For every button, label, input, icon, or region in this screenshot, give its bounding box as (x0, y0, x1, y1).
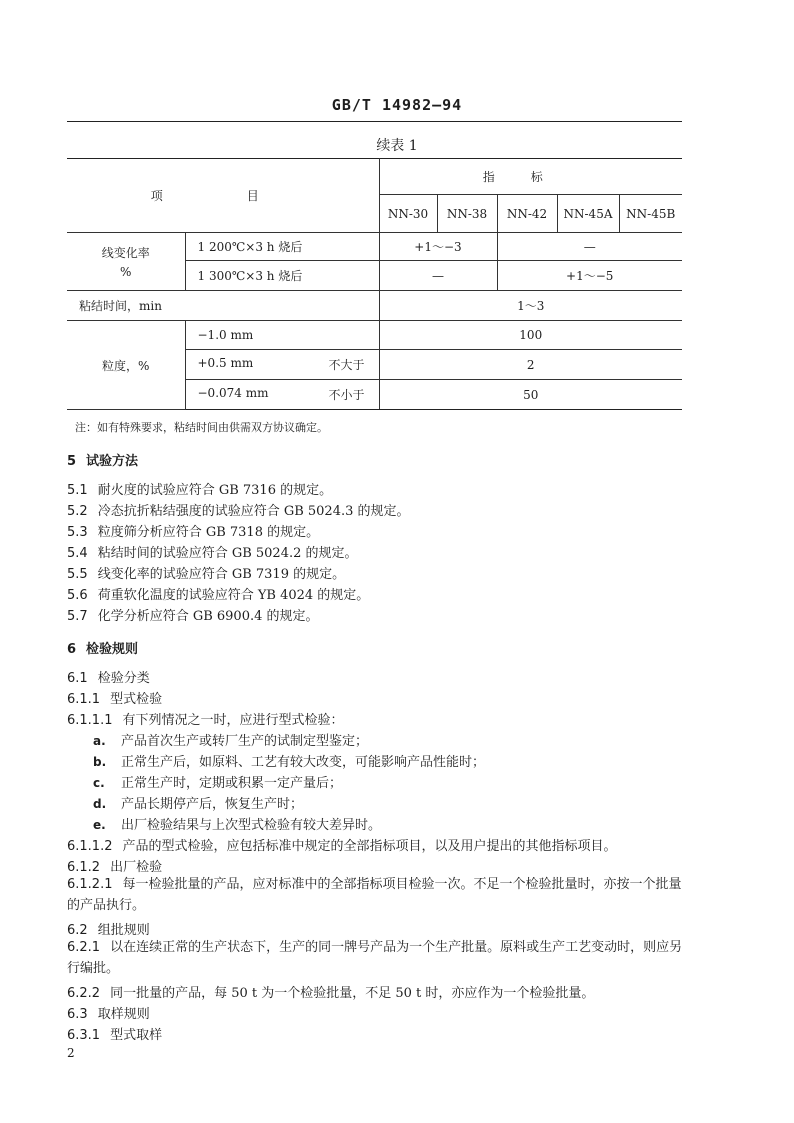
clause-6-2-2: 6.2.2 同一批量的产品，每 50 t 为一个检验批量，不足 50 t 时，亦应作为一个检验批量。 (67, 986, 595, 1001)
grade-header: NN-38 (437, 195, 497, 233)
granularity-size: −1.0 mm (185, 321, 379, 350)
grade-header: NN-45A (557, 195, 619, 233)
value-cell: +1～−3 (379, 233, 497, 261)
section-6-heading: 6 检验规则 (67, 642, 139, 657)
granularity-size: +0.5 mm 不大于 (185, 350, 379, 380)
clause-6-2: 6.2 组批规则 (67, 923, 150, 938)
clause-5-5: 5.5 线变化率的试验应符合 GB 7319 的规定。 (67, 567, 346, 582)
granularity-label: 粒度，% (67, 321, 185, 410)
clause-6-1-1: 6.1.1 型式检验 (67, 692, 163, 707)
page-number: 2 (67, 1046, 75, 1060)
case-item: b. 正常生产后，如原料、工艺有较大改变，可能影响产品性能时； (93, 755, 486, 770)
item-header-cell (67, 159, 379, 233)
clause-6-3-1: 6.3.1 型式取样 (67, 1028, 163, 1043)
clause-6-3: 6.3 取样规则 (67, 1007, 150, 1022)
grade-header: NN-42 (497, 195, 557, 233)
case-item: c. 正常生产时，定期或积累一定产量后； (93, 776, 343, 791)
clause-6-1-2-1: 6.1.2.1 每一检验批量的产品，应对标准中的全部指标项目检验一次。不足一个检验批量时，亦按一个批量的产品执行。 (67, 877, 682, 913)
value-cell: — (379, 261, 497, 291)
granularity-value: 100 (379, 321, 682, 350)
table-note: 注：如有特殊要求，粘结时间由供需双方协议确定。 (75, 421, 328, 434)
grade-header: NN-45B (619, 195, 682, 233)
case-item: e. 出厂检验结果与上次型式检验有较大差异时。 (93, 818, 382, 833)
section-5-heading: 5 试验方法 (67, 454, 139, 469)
granularity-value: 50 (379, 380, 682, 410)
clause-6-2-1: 6.2.1 以在连续正常的生产状态下，生产的同一牌号产品为一个生产批量。原料或生产工艺变动时，则应另行编批。 (67, 940, 683, 976)
bond-time-value: 1～3 (379, 291, 682, 321)
clause-6-1-2: 6.1.2 出厂检验 (67, 860, 163, 875)
clause-5-7: 5.7 化学分析应符合 GB 6900.4 的规定。 (67, 609, 319, 624)
clause-6-1-1-2: 6.1.1.2 产品的型式检验，应包括标准中规定的全部指标项目，以及用户提出的其他指标项目。 (67, 839, 617, 854)
clause-6-1: 6.1 检验分类 (67, 671, 150, 686)
clause-5-3: 5.3 粒度筛分析应符合 GB 7318 的规定。 (67, 525, 320, 540)
index-header-cell (379, 159, 682, 195)
grade-header: NN-30 (379, 195, 437, 233)
clause-5-4: 5.4 粘结时间的试验应符合 GB 5024.2 的规定。 (67, 546, 358, 561)
granularity-value: 2 (379, 350, 682, 380)
clause-5-6: 5.6 荷重软化温度的试验应符合 YB 4024 的规定。 (67, 588, 370, 603)
clause-6-1-1-1: 6.1.1.1 有下列情况之一时，应进行型式检验： (67, 713, 344, 728)
condition-1300: 1 300℃×3 h 烧后 (185, 261, 379, 291)
item-header: 项 目 (150, 189, 295, 203)
value-cell: — (497, 233, 682, 261)
header-rule (67, 121, 682, 122)
linear-change-label: 线变化率 % (67, 233, 185, 291)
case-item: d. 产品长期停产后，恢复生产时； (93, 797, 304, 812)
spec-table (67, 158, 682, 410)
index-header: 指标 (482, 170, 579, 184)
granularity-size: −0.074 mm 不小于 (185, 380, 379, 410)
standard-header: GB/T 14982—94 (331, 96, 463, 114)
clause-5-2: 5.2 冷态抗折粘结强度的试验应符合 GB 5024.3 的规定。 (67, 504, 410, 519)
condition-1200: 1 200℃×3 h 烧后 (185, 233, 379, 261)
clause-5-1: 5.1 耐火度的试验应符合 GB 7316 的规定。 (67, 483, 333, 498)
table-caption: 续表 1 (376, 138, 418, 154)
value-cell: +1～−5 (497, 261, 682, 291)
case-item: a. 产品首次生产或转厂生产的试制定型鉴定； (93, 734, 369, 749)
bond-time-label: 粘结时间，min (67, 291, 379, 321)
